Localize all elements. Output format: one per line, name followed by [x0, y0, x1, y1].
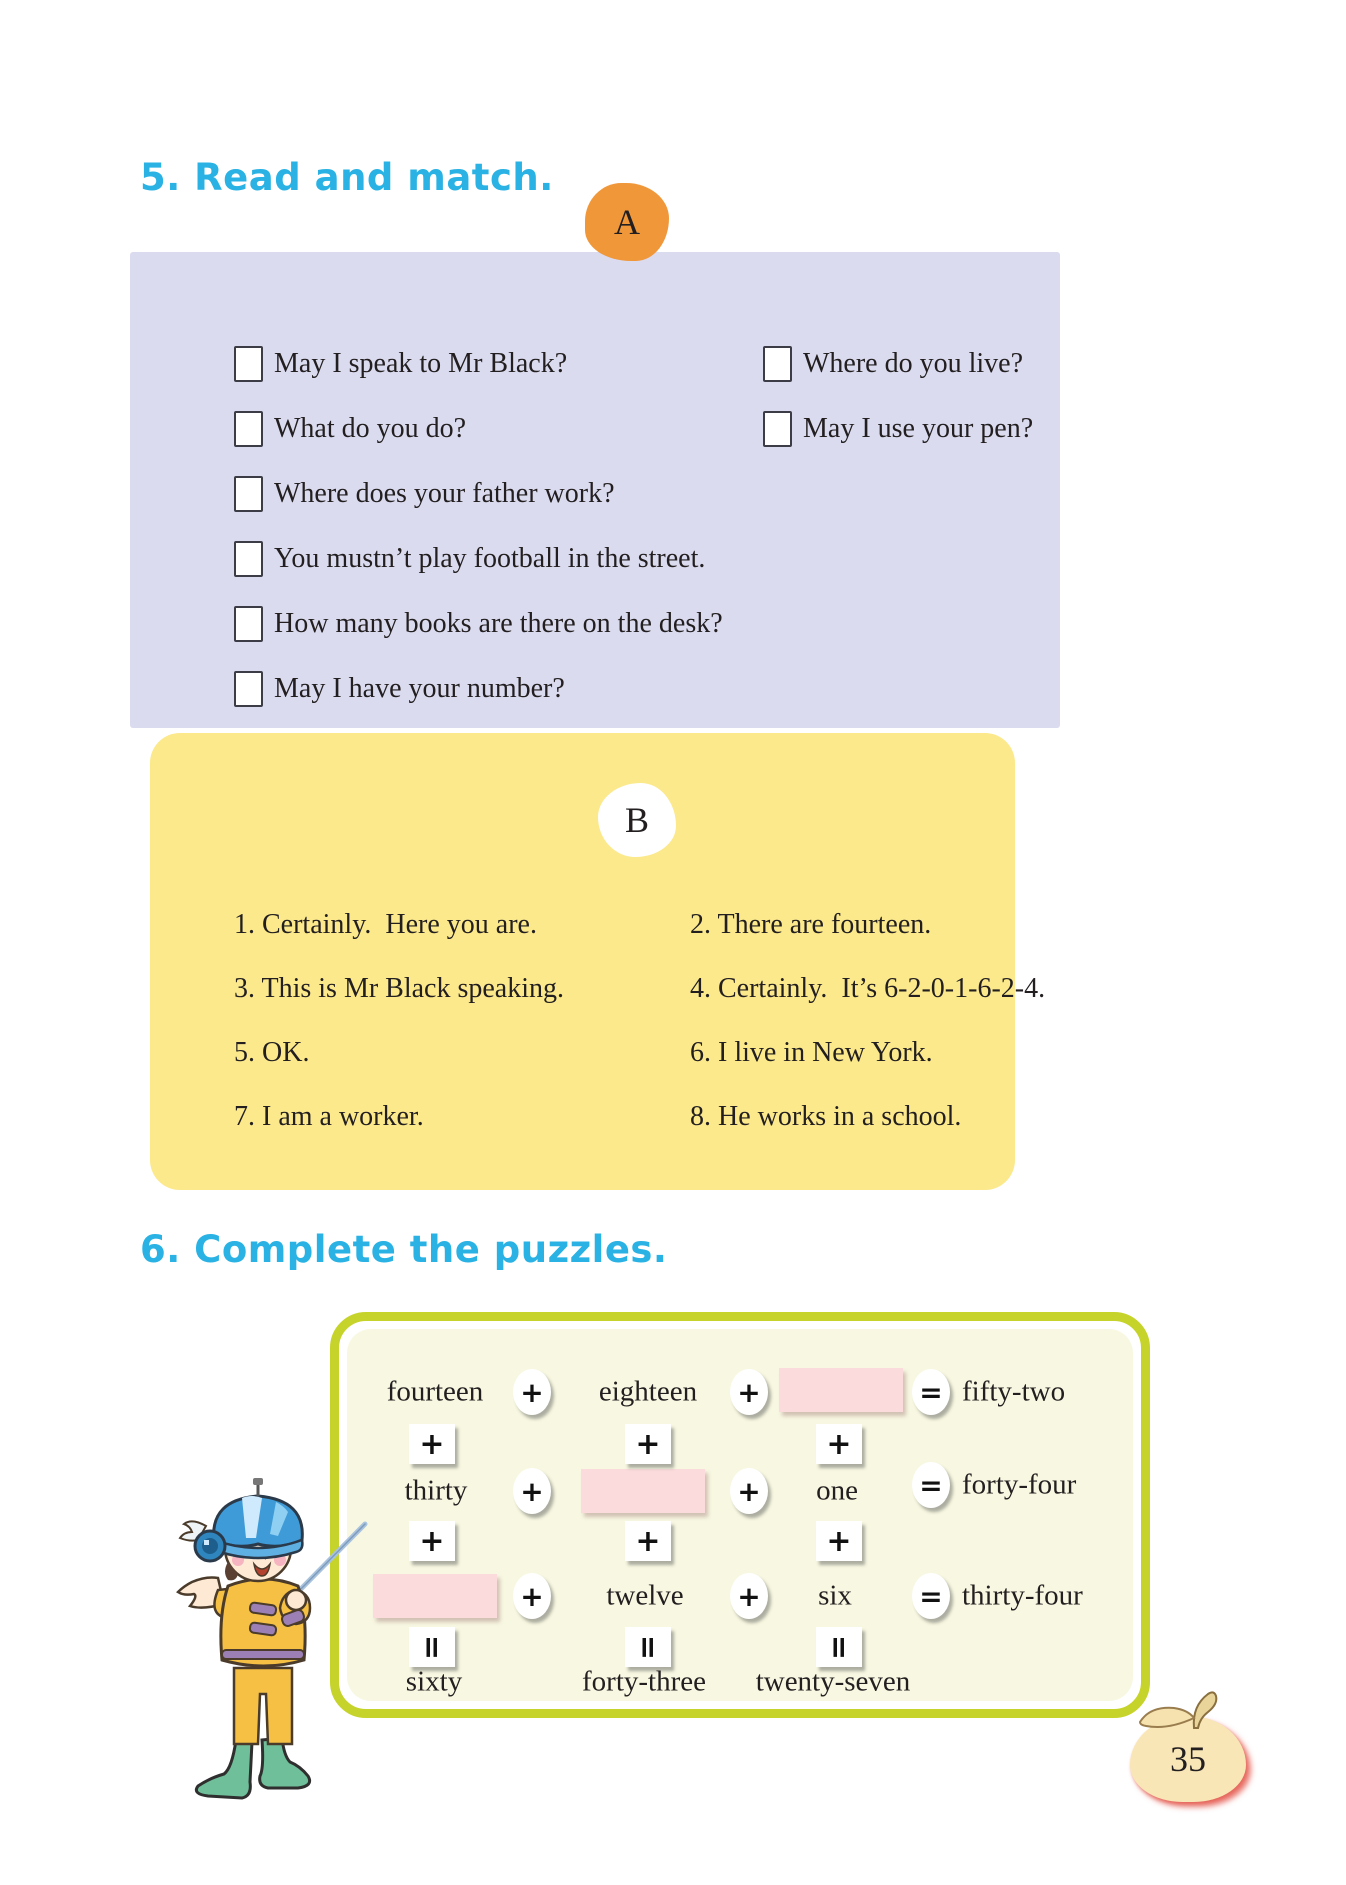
puzzle-word: thirty [404, 1474, 468, 1507]
plus-icon: + [737, 1375, 761, 1409]
plus-icon: + [635, 1426, 661, 1462]
question-text: What do you do? [274, 413, 467, 444]
equals-circle-icon [912, 1369, 950, 1415]
plus-icon: + [826, 1523, 852, 1559]
puzzle-column-result: forty-three [582, 1665, 706, 1698]
cartoon-boy-illustration [158, 1478, 373, 1808]
match-checkbox[interactable] [763, 411, 792, 447]
plus-circle-icon [513, 1468, 551, 1514]
equals-icon: = [414, 1634, 450, 1660]
answer-item: 3. This is Mr Black speaking. [234, 973, 565, 1004]
question-text: How many books are there on the desk? [274, 608, 723, 639]
answer-item: 5. OK. [234, 1037, 310, 1068]
puzzle-word: six [818, 1579, 852, 1612]
question-row [234, 669, 565, 709]
equals-square-icon [625, 1627, 671, 1667]
plus-circle-icon [730, 1573, 768, 1619]
puzzle-blank-input[interactable] [779, 1368, 903, 1412]
equals-square-icon [409, 1627, 455, 1667]
equals-icon: = [630, 1634, 666, 1660]
puzzle-word: fourteen [386, 1375, 484, 1408]
plus-icon: + [737, 1579, 761, 1613]
equals-square-icon [816, 1627, 862, 1667]
answer-item: 8. He works in a school. [690, 1101, 962, 1132]
plus-square-icon [816, 1521, 862, 1561]
plus-icon: + [635, 1523, 661, 1559]
apple-leaf-stem-icon [1136, 1688, 1246, 1732]
plus-circle-icon [513, 1369, 551, 1415]
match-checkbox[interactable] [234, 671, 263, 707]
plus-icon: + [826, 1426, 852, 1462]
answer-item: 4. Certainly. It’s 6-2-0-1-6-2-4. [690, 973, 1046, 1004]
plus-square-icon [409, 1424, 455, 1464]
question-row [234, 474, 615, 514]
question-row [234, 539, 705, 579]
equals-icon: = [919, 1375, 943, 1409]
puzzle-result: forty-four [962, 1468, 1077, 1501]
plus-icon: + [419, 1426, 445, 1462]
equals-circle-icon [912, 1462, 950, 1508]
puzzle-word: eighteen [598, 1375, 698, 1408]
answer-item: 2. There are fourteen. [690, 909, 932, 940]
match-checkbox[interactable] [234, 476, 263, 512]
puzzle-column-result: sixty [405, 1665, 463, 1698]
answer-item: 6. I live in New York. [690, 1037, 933, 1068]
match-checkbox[interactable] [234, 411, 263, 447]
section5-heading: 5. Read and match. [140, 156, 554, 199]
plus-circle-icon [513, 1573, 551, 1619]
box-a-label: A [614, 202, 640, 242]
question-text: You mustn’t play football in the street. [274, 543, 706, 574]
match-checkbox[interactable] [763, 346, 792, 382]
question-row [234, 604, 723, 644]
match-checkbox[interactable] [234, 541, 263, 577]
question-row [763, 409, 1033, 449]
box-a-label-blob [585, 183, 669, 261]
question-text: Where does your father work? [274, 478, 615, 509]
box-b-label-blob [598, 783, 676, 857]
plus-icon: + [520, 1474, 544, 1508]
question-text: May I have your number? [274, 673, 565, 704]
puzzle-result: thirty-four [962, 1579, 1083, 1612]
plus-square-icon [816, 1424, 862, 1464]
match-checkbox[interactable] [234, 606, 263, 642]
plus-icon: + [419, 1523, 445, 1559]
equals-icon: = [919, 1468, 943, 1502]
question-text: May I speak to Mr Black? [274, 348, 568, 379]
section6-heading: 6. Complete the puzzles. [140, 1228, 668, 1271]
match-checkbox[interactable] [234, 346, 263, 382]
question-row [234, 409, 466, 449]
answer-item: 1. Certainly. Here you are. [234, 909, 537, 940]
puzzle-word: one [816, 1474, 858, 1507]
puzzle-blank-input[interactable] [373, 1574, 497, 1618]
question-text: Where do you live? [803, 348, 1024, 379]
box-b-label: B [624, 800, 649, 840]
plus-square-icon [625, 1424, 671, 1464]
equals-icon: = [821, 1634, 857, 1660]
plus-icon: + [520, 1375, 544, 1409]
plus-circle-icon [730, 1468, 768, 1514]
question-text: May I use your pen? [803, 413, 1034, 444]
puzzle-result: fifty-two [962, 1375, 1066, 1408]
answer-item: 7. I am a worker. [234, 1101, 424, 1132]
plus-icon: + [520, 1579, 544, 1613]
equals-circle-icon [912, 1573, 950, 1619]
page-number: 35 [1170, 1739, 1206, 1779]
puzzle-blank-input[interactable] [581, 1469, 705, 1513]
puzzle-word: twelve [606, 1579, 684, 1612]
equals-icon: = [919, 1579, 943, 1613]
puzzle-column-result: twenty-seven [755, 1665, 911, 1698]
plus-square-icon [625, 1521, 671, 1561]
question-row [763, 344, 1023, 384]
plus-icon: + [737, 1474, 761, 1508]
question-row [234, 344, 567, 384]
plus-circle-icon [730, 1369, 768, 1415]
plus-square-icon [409, 1521, 455, 1561]
